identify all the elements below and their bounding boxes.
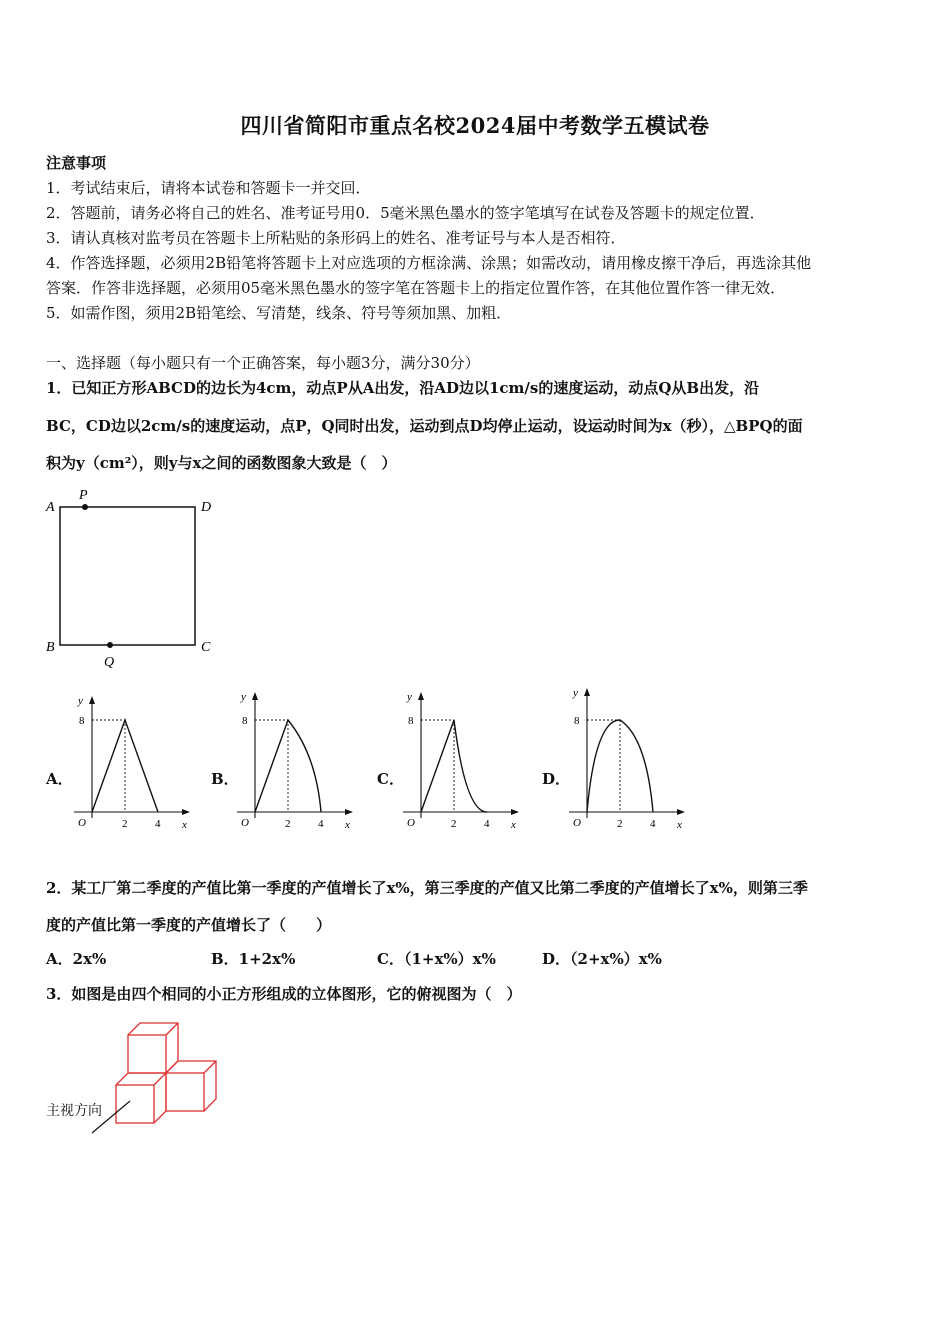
graph-option-a[interactable]: [70, 690, 200, 830]
q1-text-line: BC，CD边以2cm/s的速度运动，点P，Q同时出发，运动到点D均停止运动，设运动时间为x（秒），△BPQ的面: [46, 417, 803, 435]
y-axis-label: y: [573, 687, 578, 699]
y-axis-arrow: [418, 692, 424, 700]
option-letter[interactable]: C．: [377, 770, 404, 788]
q1-text-line: 积为y（cm²），则y与x之间的函数图象大致是（ ）: [46, 454, 397, 472]
x-axis-label: x: [345, 819, 350, 830]
q2-text-line: 度的产值比第一季度的产值增长了（ ）: [46, 916, 332, 934]
point-q: [107, 642, 113, 648]
page-title: 四川省简阳市重点名校2024届中考数学五模试卷: [240, 113, 710, 138]
y-axis-arrow: [584, 688, 590, 696]
origin-label: O: [573, 817, 581, 829]
q3-text-line: 3．如图是由四个相同的小正方形组成的立体图形，它的俯视图为（ ）: [46, 985, 522, 1003]
square-figure: [40, 485, 230, 675]
y-axis-arrow: [89, 696, 95, 704]
notice-item: 3．请认真核对监考员在答题卡上所粘贴的条形码上的姓名、准考证号与本人是否相符．: [46, 229, 626, 247]
origin-label: O: [241, 817, 249, 829]
label-d: D: [201, 500, 212, 515]
q2-option-a[interactable]: A．2x%: [46, 950, 107, 968]
q2-text-line: 2．某工厂第二季度的产值比第一季度的产值增长了x%，第三季度的产值又比第二季度的产值增长了x%，则第三季: [46, 879, 808, 897]
y-axis-arrow: [252, 692, 258, 700]
tick-label-8: 8: [79, 715, 85, 727]
x-axis-arrow: [182, 809, 190, 815]
y-axis-label: y: [78, 695, 83, 707]
tick-label-8: 8: [408, 715, 414, 727]
label-b: B: [46, 640, 55, 655]
y-axis-label: y: [407, 691, 412, 703]
square-outline: [60, 507, 195, 645]
x-axis-label: x: [677, 819, 682, 830]
graph-option-d[interactable]: [565, 682, 695, 830]
label-p: P: [79, 488, 88, 503]
q2-option-b[interactable]: B．1+2x%: [211, 950, 296, 968]
q2-option-d[interactable]: D．（2+x%）x%: [542, 950, 662, 968]
point-p: [82, 504, 88, 510]
cube-figure: [40, 1015, 240, 1140]
q1-text-line: 1．已知正方形ABCD的边长为4cm，动点P从A出发，沿AD边以1cm/s的速度运动，动点Q从B出发，沿: [46, 379, 760, 397]
option-letter[interactable]: B．: [211, 770, 239, 788]
option-letter[interactable]: D．: [542, 770, 571, 788]
notice-item: 答案．作答非选择题，必须用05毫米黑色墨水的签字笔在答题卡上的指定位置作答，在其他位置作答一律无效．: [46, 279, 786, 297]
tick-label-2: 2: [122, 818, 128, 830]
label-a: A: [46, 500, 55, 515]
notice-item: 2．答题前，请务必将自己的姓名、准考证号用0．5毫米黑色墨水的签字笔填写在试卷及答题卡的规定位置．: [46, 204, 765, 222]
tick-label-4: 4: [155, 818, 161, 830]
notice-heading: 注意事项: [46, 154, 107, 172]
tick-label-8: 8: [574, 715, 580, 727]
origin-label: O: [407, 817, 415, 829]
view-direction-label: 主视方向: [46, 1103, 102, 1119]
tick-label-2: 2: [285, 818, 291, 830]
graph-option-b[interactable]: [233, 686, 363, 830]
option-letter[interactable]: A．: [46, 770, 73, 788]
tick-label-2: 2: [451, 818, 457, 830]
tick-label-4: 4: [650, 818, 656, 830]
notice-item: 5．如需作图，须用2B铅笔绘、写清楚，线条、符号等须加黑、加粗．: [46, 304, 512, 322]
y-axis-label: y: [241, 691, 246, 703]
label-q: Q: [104, 655, 115, 670]
x-axis-arrow: [345, 809, 353, 815]
tick-label-4: 4: [484, 818, 490, 830]
q2-option-c[interactable]: C．（1+x%）x%: [377, 950, 496, 968]
tick-label-4: 4: [318, 818, 324, 830]
notice-item: 1．考试结束后，请将本试卷和答题卡一并交回．: [46, 179, 371, 197]
label-c: C: [201, 640, 211, 655]
x-axis-arrow: [511, 809, 519, 815]
x-axis-label: x: [182, 819, 187, 830]
origin-label: O: [78, 817, 86, 829]
tick-label-8: 8: [242, 715, 248, 727]
x-axis-label: x: [511, 819, 516, 830]
tick-label-2: 2: [617, 818, 623, 830]
cube-stack: [116, 1023, 216, 1123]
graph-option-c[interactable]: [399, 686, 529, 830]
section-heading: 一、选择题（每小题只有一个正确答案，每小题3分，满分30分）: [46, 354, 480, 372]
notice-item: 4．作答选择题，必须用2B铅笔将答题卡上对应选项的方框涂满、涂黑；如需改动，请用橡皮擦干净后，再选涂其他: [46, 254, 812, 272]
x-axis-arrow: [677, 809, 685, 815]
